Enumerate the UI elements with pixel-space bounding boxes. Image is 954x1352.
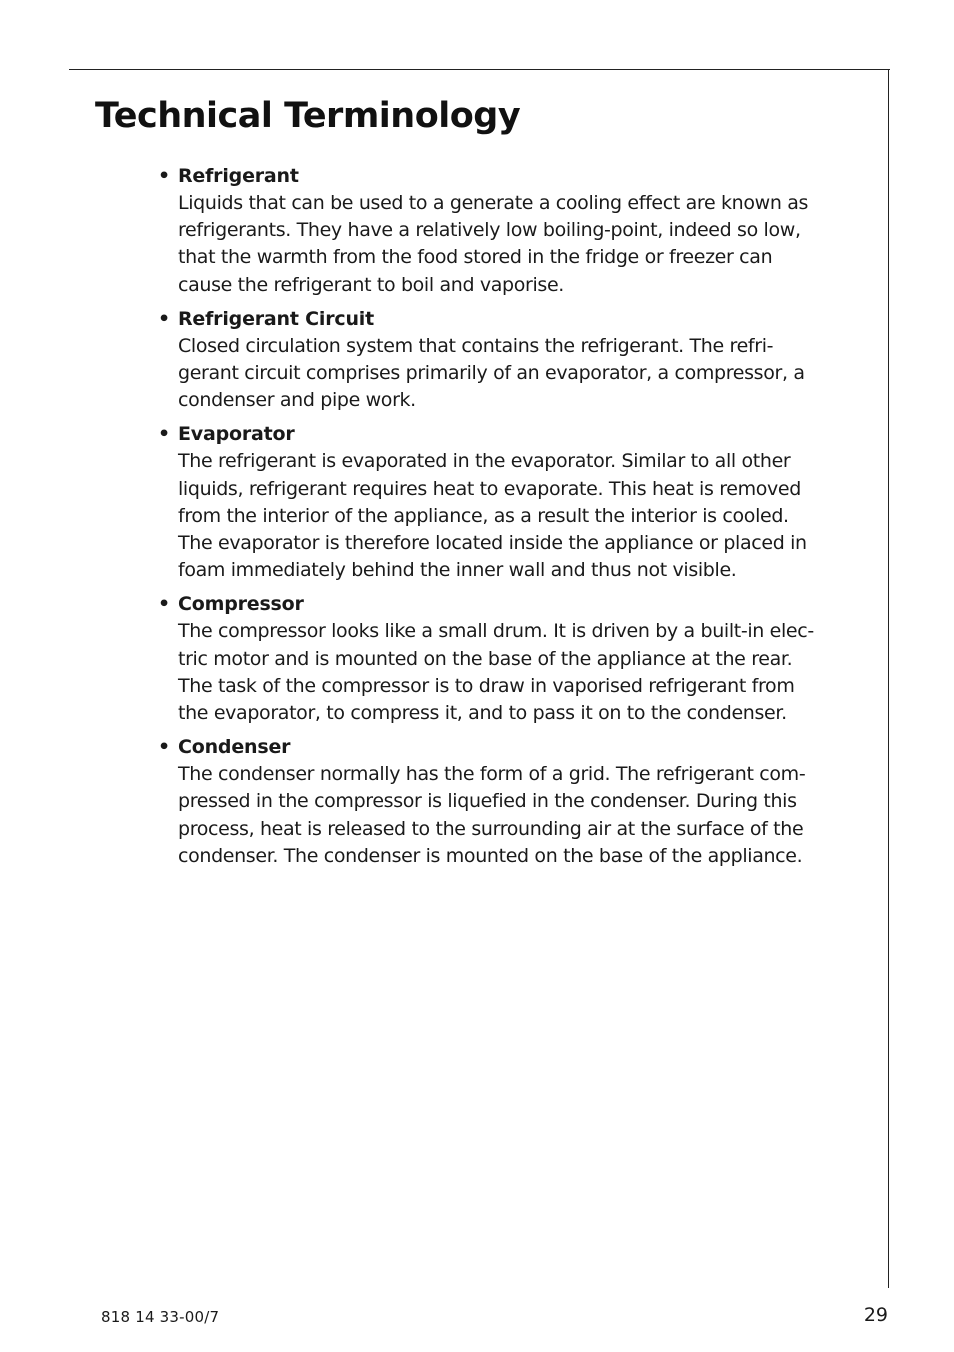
term-definition-line: liquids, refrigerant requires heat to evaporate. This heat is removed xyxy=(178,477,801,500)
terms-list xyxy=(158,163,878,877)
page-number: 29 xyxy=(863,1304,888,1326)
term-definition-line: Liquids that can be used to a generate a cooling effect are known as xyxy=(178,192,809,214)
term-definition-line: The evaporator is therefore located inside the appliance or placed in xyxy=(178,532,807,555)
top-rule xyxy=(69,69,890,70)
term-name: Condenser xyxy=(178,736,291,759)
term-definition-line: gerant circuit comprises primarily of an evaporator, a compressor, a xyxy=(178,362,805,385)
term-name: Compressor xyxy=(178,593,304,616)
term-name: Refrigerant Circuit xyxy=(178,307,374,330)
term-definition-line: The condenser normally has the form of a grid. The refrigerant com- xyxy=(178,763,806,786)
term-definition-line: The refrigerant is evaporated in the evaporator. Similar to all other xyxy=(178,450,791,473)
term-definition-line: process, heat is released to the surrounding air at the surface of the xyxy=(178,817,804,840)
term-compressor xyxy=(158,591,878,727)
term-definition-line: condenser and pipe work. xyxy=(178,389,416,412)
document-code: 818 14 33-00/7 xyxy=(101,1308,220,1326)
bullet: • xyxy=(158,307,171,330)
term-definition-line: cause the refrigerant to boil and vaporise. xyxy=(178,273,565,296)
term-refrigerant xyxy=(158,163,878,299)
term-definition-line: pressed in the compressor is liquefied in the condenser. During this xyxy=(178,790,797,813)
right-rule xyxy=(888,69,889,1288)
term-definition-line: Closed circulation system that contains the refrigerant. The refri- xyxy=(178,334,774,357)
bullet: • xyxy=(158,593,171,616)
term-definition-line: from the interior of the appliance, as a result the interior is cooled. xyxy=(178,504,789,527)
term-condenser xyxy=(158,734,878,870)
term-evaporator xyxy=(158,421,878,584)
term-definition-line: refrigerants. They have a relatively low boiling-point, indeed so low, xyxy=(178,219,801,242)
bullet: • xyxy=(158,736,171,759)
term-definition-line: that the warmth from the food stored in the fridge or freezer can xyxy=(178,246,773,269)
bullet: • xyxy=(158,423,171,446)
term-name: Evaporator xyxy=(178,423,295,446)
term-definition-line: The task of the compressor is to draw in vaporised refrigerant from xyxy=(178,674,795,697)
term-definition-line: the evaporator, to compress it, and to pass it on to the condenser. xyxy=(178,702,787,725)
term-definition-line: condenser. The condenser is mounted on the base of the appliance. xyxy=(178,844,803,867)
term-definition-line: foam immediately behind the inner wall and thus not visible. xyxy=(178,559,737,582)
term-definition-line: tric motor and is mounted on the base of the appliance at the rear. xyxy=(178,647,793,670)
bullet: • xyxy=(158,165,171,187)
term-definition-line: The compressor looks like a small drum. It is driven by a built-in elec- xyxy=(178,620,814,643)
term-name: Refrigerant xyxy=(178,165,299,187)
term-refrigerant-circuit xyxy=(158,306,878,415)
page-title: Technical Terminology xyxy=(95,96,521,136)
